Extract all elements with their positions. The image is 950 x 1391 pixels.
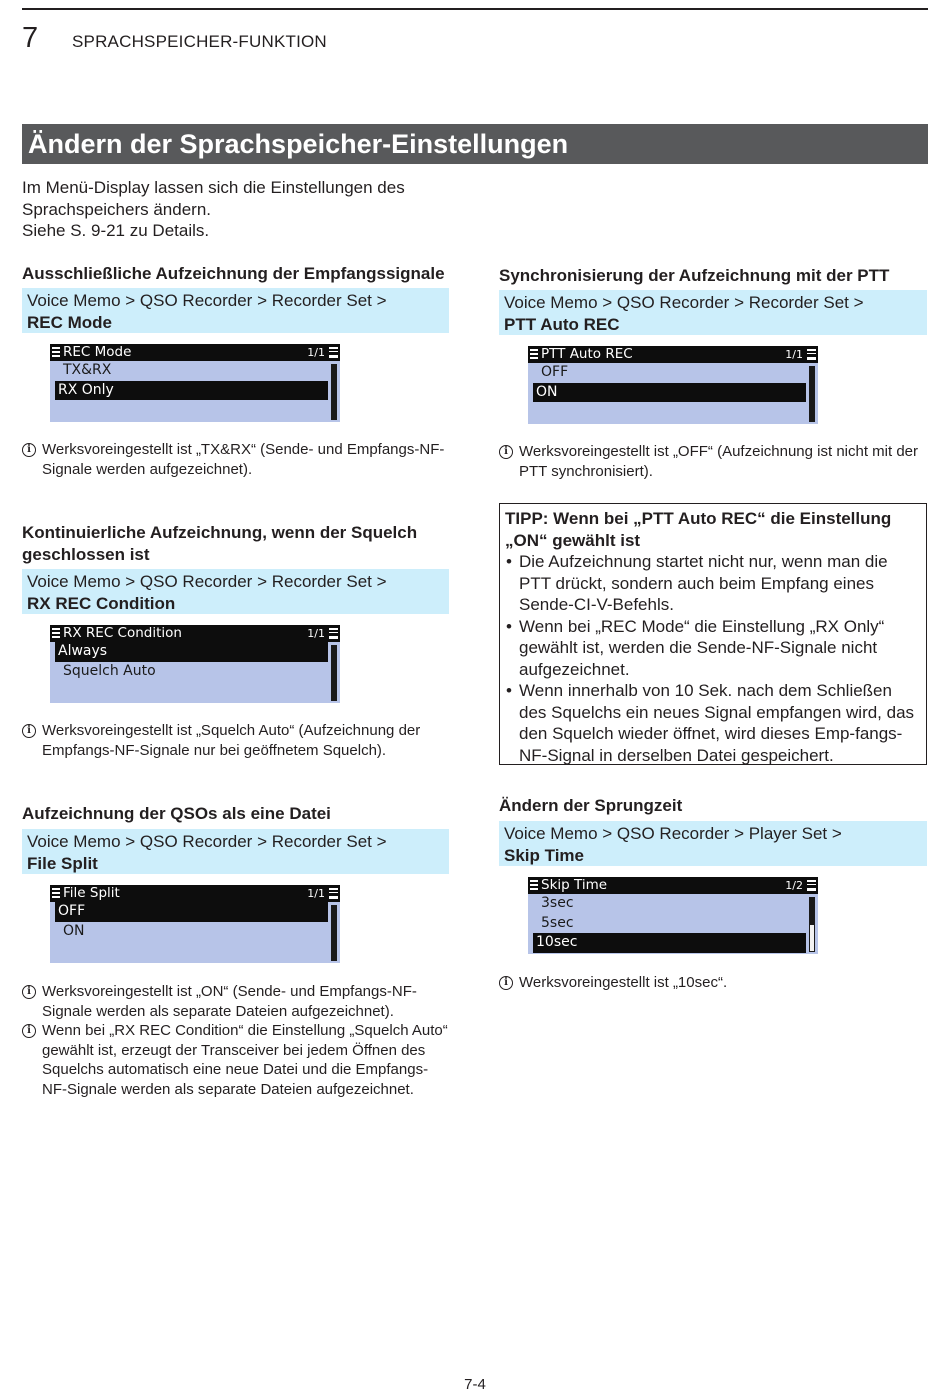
- menu-path-item: PTT Auto REC: [504, 314, 620, 334]
- menu-path-crumbs: Voice Memo > QSO Recorder > Recorder Set >: [27, 832, 387, 851]
- rec-mode-screen: [50, 344, 340, 422]
- chapter-number: 7: [22, 22, 39, 54]
- tip-title: [505, 508, 921, 551]
- note-text: Werksvoreingestellt ist „Squelch Auto“ (Aufzeichnung der Empfangs-NF-Signale nur bei geöffnetem Squelch).: [42, 722, 421, 759]
- ptt-auto-rec-note: [499, 442, 927, 481]
- screen-title-bar: [50, 344, 340, 361]
- screen-page: 1/2: [785, 879, 803, 892]
- menu-list-icon: [329, 628, 338, 639]
- screen-option[interactable]: 3sec: [541, 895, 574, 911]
- tip-title-line: TIPP: Wenn bei „PTT Auto REC“ die Einstellung: [505, 509, 892, 528]
- screen-scrollbar[interactable]: [809, 897, 815, 952]
- screen-title: Skip Time: [541, 877, 608, 893]
- file-split-note-1: [22, 982, 450, 1021]
- screen-title: File Split: [63, 885, 120, 901]
- file-split-note-2: [22, 1021, 450, 1099]
- menu-path-crumbs: Voice Memo > QSO Recorder > Recorder Set >: [27, 291, 387, 310]
- menu-path-crumbs: Voice Memo > QSO Recorder > Recorder Set >: [504, 293, 864, 312]
- intro-line: Im Menü-Display lassen sich die Einstellungen des: [22, 178, 405, 197]
- info-icon: i: [22, 443, 36, 457]
- scrollbar-thumb: [810, 367, 814, 421]
- menu-path-item: REC Mode: [27, 312, 112, 332]
- skip-time-menu-path: [499, 821, 927, 866]
- intro-line: Siehe S. 9-21 zu Details.: [22, 221, 210, 240]
- note-text: Werksvoreingestellt ist „ON“ (Sende- und Empfangs-NF-Signale werden als separate Dateien aufgezeichnet).: [42, 983, 417, 1020]
- ptt-auto-rec-screen: [528, 346, 818, 424]
- rx-rec-condition-screen: [50, 625, 340, 703]
- info-icon: i: [22, 985, 36, 999]
- screen-scrollbar[interactable]: [331, 364, 337, 420]
- menu-list-icon: [807, 880, 816, 891]
- rec-mode-menu-path: [22, 288, 449, 333]
- screen-option[interactable]: OFF: [541, 364, 569, 380]
- skip-time-note: [499, 973, 927, 993]
- screen-option[interactable]: 5sec: [541, 914, 574, 931]
- skip-time-heading: Ändern der Sprungzeit: [499, 796, 683, 815]
- rx-rec-condition-menu-path: [22, 569, 449, 614]
- heading-line: Kontinuierliche Aufzeichnung, wenn der Squelch: [22, 523, 418, 542]
- file-split-heading: Aufzeichnung der QSOs als eine Datei: [22, 804, 331, 823]
- screen-title-bar: [50, 625, 340, 642]
- scrollbar-thumb: [332, 646, 336, 700]
- skip-time-screen: [528, 877, 818, 954]
- menu-list-icon: [52, 888, 60, 898]
- menu-path-item: Skip Time: [504, 845, 584, 865]
- menu-path-crumbs: Voice Memo > QSO Recorder > Recorder Set >: [27, 572, 387, 591]
- screen-option[interactable]: Squelch Auto: [63, 662, 156, 679]
- screen-option-selected[interactable]: RX Only: [55, 381, 328, 401]
- ptt-auto-rec-heading: Synchronisierung der Aufzeichnung mit der PTT: [499, 266, 890, 285]
- menu-list-icon: [329, 888, 338, 899]
- screen-option-selected[interactable]: Always: [55, 642, 328, 662]
- scrollbar-thumb: [332, 906, 336, 960]
- top-rule: [22, 8, 928, 10]
- tip-bullet: • Die Aufzeichnung startet nicht nur, wenn man die PTT drückt, sondern auch beim Empfang eines Sende-CI-V-Befehls.: [505, 551, 921, 616]
- tip-bullet: • Wenn bei „REC Mode“ die Einstellung „RX Only“ gewählt ist, werden die Sende-NF-Signale nicht aufgezeichnet.: [505, 616, 921, 681]
- menu-path-crumbs: Voice Memo > QSO Recorder > Player Set >: [504, 824, 842, 843]
- tip-bullet: • Wenn innerhalb von 10 Sek. nach dem Schließen des Squelchs ein neues Signal empfangen wird, das den Squelch wieder öffnet, wird dieses Emp-fangs-NF-Signal in derselben Datei gespeichert.: [505, 680, 921, 766]
- note-text: Wenn bei „RX REC Condition“ die Einstellung „Squelch Auto“ gewählt ist, erzeugt der Transceiver bei jedem Öffnen des Squelchs automatisch eine neue Datei und die Empfangs-NF-Signale werden als separate Dateien aufgezeichnet.: [42, 1022, 448, 1098]
- tip-box: [499, 503, 927, 765]
- info-icon: i: [22, 724, 36, 738]
- screen-option-selected[interactable]: OFF: [55, 902, 328, 922]
- screen-page: 1/1: [307, 346, 325, 359]
- screen-page: 1/1: [785, 348, 803, 361]
- info-icon: i: [499, 445, 513, 459]
- note-text: Werksvoreingestellt ist „10sec“.: [519, 974, 728, 991]
- note-text: Werksvoreingestellt ist „OFF“ (Aufzeichnung ist nicht mit der PTT synchronisiert).: [519, 443, 919, 480]
- screen-scrollbar[interactable]: [331, 905, 337, 961]
- screen-title-bar: [50, 885, 340, 902]
- screen-title: RX REC Condition: [63, 625, 182, 641]
- screen-option[interactable]: ON: [63, 922, 85, 939]
- section-title: Ändern der Sprachspeicher-Einstellungen: [22, 124, 928, 164]
- tip-list: [505, 551, 921, 766]
- intro-line: Sprachspeichers ändern.: [22, 199, 212, 219]
- chapter-title: SPRACHSPEICHER-FUNKTION: [72, 32, 327, 51]
- screen-title: REC Mode: [63, 344, 132, 360]
- info-icon: i: [499, 976, 513, 990]
- screen-title: PTT Auto REC: [541, 346, 633, 362]
- screen-option[interactable]: TX&RX: [63, 362, 112, 378]
- tip-title-line: „ON“ gewählt ist: [505, 530, 641, 550]
- rx-rec-condition-heading: [22, 522, 462, 565]
- menu-list-icon: [329, 347, 338, 358]
- rx-rec-condition-note: [22, 721, 456, 760]
- screen-option-selected[interactable]: ON: [533, 383, 806, 403]
- heading-line: geschlossen ist: [22, 544, 150, 564]
- screen-page: 1/1: [307, 627, 325, 640]
- screen-scrollbar[interactable]: [331, 645, 337, 701]
- scrollbar-thumb: [810, 898, 814, 925]
- file-split-menu-path: [22, 829, 449, 874]
- screen-scrollbar[interactable]: [809, 366, 815, 422]
- page-number: 7-4: [464, 1376, 486, 1391]
- screen-option-selected[interactable]: 10sec: [533, 933, 806, 953]
- note-text: Werksvoreingestellt ist „TX&RX“ (Sende- und Empfangs-NF-Signale werden aufgezeichnet).: [42, 441, 445, 478]
- menu-list-icon: [530, 349, 538, 359]
- rec-mode-note: [22, 440, 450, 479]
- menu-path-item: File Split: [27, 853, 98, 873]
- info-icon: i: [22, 1024, 36, 1038]
- screen-title-bar: [528, 346, 818, 363]
- screen-page: 1/1: [307, 887, 325, 900]
- menu-list-icon: [807, 349, 816, 360]
- menu-list-icon: [52, 347, 60, 357]
- ptt-auto-rec-menu-path: [499, 290, 927, 335]
- menu-path-item: RX REC Condition: [27, 593, 176, 613]
- intro-text: [22, 177, 462, 242]
- menu-list-icon: [52, 628, 60, 638]
- scrollbar-thumb: [332, 365, 336, 419]
- menu-list-icon: [530, 880, 538, 890]
- screen-title-bar: [528, 877, 818, 894]
- file-split-screen: [50, 885, 340, 963]
- rec-mode-heading: Ausschließliche Aufzeichnung der Empfangssignale: [22, 264, 445, 283]
